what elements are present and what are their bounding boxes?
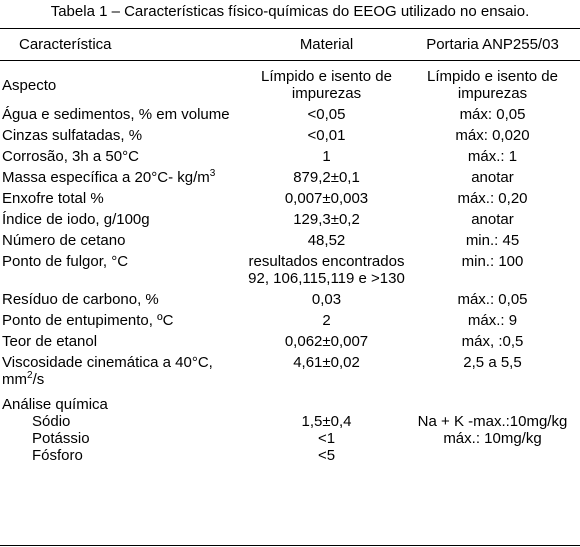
cell-characteristic: Número de cetano [2, 232, 126, 249]
cell-characteristic: Corrosão, 3h a 50°C [2, 148, 139, 165]
cell-standard: máx, :0,5 [461, 333, 524, 350]
header-material: Material [299, 36, 354, 53]
table-row [0, 251, 580, 289]
cell-material: 48,52 [307, 232, 346, 249]
cell-characteristic: Cinzas sulfatadas, % [2, 127, 143, 144]
cell-standard: máx: 0,05 [459, 106, 526, 123]
sodium-material: 1,5±0,4 [301, 413, 352, 430]
cell-material: <0,05 [307, 106, 346, 123]
cell-characteristic: Aspecto [2, 76, 57, 94]
table-row [0, 188, 580, 209]
cell-standard: 2,5 a 5,5 [463, 354, 522, 371]
chemical-analysis-label: Análise química [2, 396, 108, 413]
cell-material [248, 390, 405, 466]
cell-material: 4,61±0,02 [293, 354, 360, 371]
cell-material: 0,062±0,007 [284, 333, 369, 350]
cell-standard [405, 390, 580, 466]
cell-material: 2 [322, 312, 331, 329]
header-standard: Portaria ANP255/03 [426, 36, 559, 53]
table-row [0, 167, 580, 188]
sodium-standard: Na + K -max.:10mg/kg [417, 413, 568, 430]
cell-characteristic [0, 390, 248, 466]
cell-material: 879,2±0,1 [293, 169, 360, 186]
phosphorus-label: Fósforo [32, 447, 83, 464]
phosphorus-material: <5 [317, 447, 336, 464]
potassium-label: Potássio [32, 430, 90, 447]
table-caption: Tabela 1 – Características físico-químicas do EEOG utilizado no ensaio. [50, 3, 530, 20]
table-row [0, 352, 580, 390]
cell-standard: máx.: 0,20 [457, 190, 528, 207]
potassium-material: <1 [317, 430, 336, 447]
properties-table [0, 29, 580, 466]
cell-material: <0,01 [307, 127, 346, 144]
table-row [0, 104, 580, 125]
header-characteristic: Característica [19, 36, 112, 53]
cell-characteristic [0, 352, 248, 390]
table-row [0, 230, 580, 251]
characteristic-text: Viscosidade cinemática a 40°C, mm [2, 354, 213, 388]
table-row [0, 125, 580, 146]
cell-standard: min.: 100 [461, 253, 524, 270]
table-row [0, 289, 580, 310]
table-header-row [0, 29, 580, 60]
cell-standard: máx.: 0,05 [457, 291, 528, 308]
cell-material: 0,007±0,003 [284, 190, 369, 207]
cell-characteristic: Índice de iodo, g/100g [2, 211, 150, 228]
table-row [0, 331, 580, 352]
table-bottom-rule [0, 545, 580, 546]
cell-material: 0,03 [311, 291, 342, 308]
cell-characteristic: Água e sedimentos, % em volume [2, 106, 230, 123]
table-row [0, 209, 580, 230]
cell-material: Límpido e isento de impurezas [261, 68, 392, 102]
table-row-chemical-analysis [0, 390, 580, 466]
cell-standard: anotar [471, 211, 514, 228]
cell-material: 129,3±0,2 [293, 211, 360, 228]
cell-standard: máx: 0,020 [455, 127, 530, 144]
superscript-2: 2 [27, 370, 33, 381]
cell-characteristic: Teor de etanol [2, 333, 98, 350]
cell-material: resultados encontrados 92, 106,115,119 e >130 [248, 253, 405, 287]
cell-standard: máx.: 9 [467, 312, 518, 329]
potassium-standard: máx.: 10mg/kg [443, 430, 542, 447]
cell-characteristic: Enxofre total % [2, 190, 104, 207]
cell-material: 1 [322, 148, 331, 165]
cell-standard: máx.: 1 [467, 148, 518, 165]
sodium-label: Sódio [32, 413, 71, 430]
characteristic-text: Massa específica a 20°C- kg/m [2, 169, 210, 186]
table-row [0, 60, 580, 104]
table-row [0, 146, 580, 167]
cell-standard: min.: 45 [465, 232, 520, 249]
superscript-3: 3 [209, 168, 216, 179]
cell-characteristic [0, 167, 248, 188]
cell-standard: Límpido e isento de impurezas [427, 68, 558, 102]
cell-characteristic: Ponto de fulgor, °C [2, 253, 129, 270]
cell-characteristic: Ponto de entupimento, ºC [2, 312, 174, 329]
cell-standard: anotar [471, 169, 514, 186]
characteristic-tail: /s [32, 371, 45, 388]
cell-characteristic: Resíduo de carbono, % [2, 291, 159, 308]
table-row [0, 310, 580, 331]
